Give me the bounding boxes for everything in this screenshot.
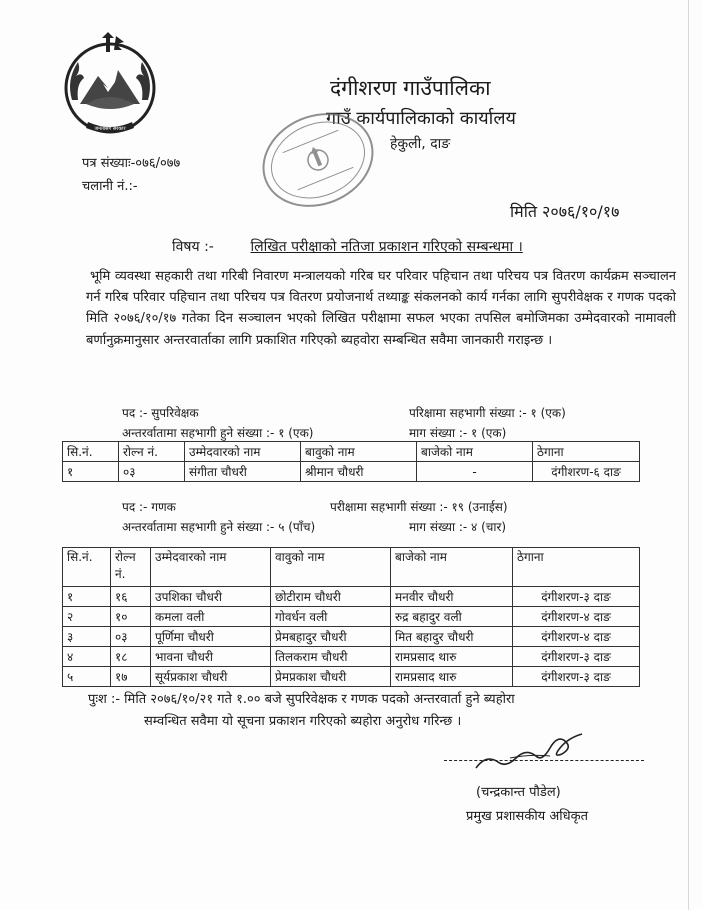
office-name: दंगीशरण गाउँपालिका xyxy=(330,76,491,100)
col-header-father: बावुको नाम xyxy=(301,442,417,462)
letter-number: पत्र संख्याः-०७६/०७७ xyxy=(82,156,181,171)
col-header-father: वावुको नाम xyxy=(271,548,391,587)
col-header-roll: रोल्न नं. xyxy=(111,548,151,587)
cell-address: दंगीशरण-४ दाङ xyxy=(513,607,640,627)
government-emblem xyxy=(58,30,162,138)
cell-serial: ३ xyxy=(63,627,111,647)
cell-address: दंगीशरण-३ दाङ xyxy=(513,647,640,667)
table-row xyxy=(63,587,640,607)
cell-roll: ०३ xyxy=(111,627,151,647)
section2-demand: माग संख्या :- ४ (चार) xyxy=(409,520,507,534)
enumerator-results-table xyxy=(62,547,640,687)
section1-post: पद :- सुपरिवेक्षक xyxy=(122,406,199,420)
footnote xyxy=(88,689,688,733)
emblem-motto: जनतासँग सरकार xyxy=(94,126,126,132)
cell-address: दंगीशरण-६ दाङ xyxy=(533,462,640,482)
office-address: हेकुली, दाङ xyxy=(390,136,451,152)
cell-candidate: भावना चौधरी xyxy=(151,647,271,667)
cell-grandfather: रुद्र बहादुर वली xyxy=(391,607,513,627)
col-header-serial: सि.नं. xyxy=(63,442,119,462)
table-header-row xyxy=(63,548,640,587)
cell-candidate: सूर्यप्रकाश चौधरी xyxy=(151,667,271,687)
cell-address: दंगीशरण-३ दाङ xyxy=(513,667,640,687)
cell-address: दंगीशरण-३ दाङ xyxy=(513,587,640,607)
cell-grandfather: मित बहादुर चौधरी xyxy=(391,627,513,647)
table-row xyxy=(63,462,640,482)
section1-demand: माग संख्या :- १ (एक) xyxy=(409,426,507,440)
cell-serial: ४ xyxy=(63,647,111,667)
office-unit: गाउँ कार्यपालिकाको कार्यालय xyxy=(326,108,516,129)
page-edge xyxy=(688,0,689,910)
cell-candidate: पूर्णिमा चौधरी xyxy=(151,627,271,647)
col-header-candidate: उम्मेदवारको नाम xyxy=(185,442,301,462)
cell-grandfather: रामप्रसाद थारु xyxy=(391,647,513,667)
body-paragraph: भूमि व्यवस्था सहकारी तथा गरिबी निवारण मन्त्रालयको गरिब घर परिवार पहिचान तथा परिचय पत्र वितरण कार्यक्रम सञ्चालन गर्न गरिब परिवार पहिचान तथा परिचय पत्र वितरण प्रयोजनार्थ तथ्याङ्क संकलनको कार्य गर्नका लागि सुपरीवेक्षक र गणक पदको मिति २०७६/१०/१७ गतेका दिन सञ्चालन भएको लिखित परीक्षामा सफल भएका तपसिल बमोजिमका उम्मेदवारको नामावली बर्णानुक्रमानुसार अन्तरवार्ताका लागि प्रकाशित गरिएको ब्यहवोरा सम्बन्धित सवैमा जानकारी गराइन्छ । xyxy=(86,269,676,348)
col-header-roll: रोल्न नं. xyxy=(119,442,185,462)
cell-grandfather: मनवीर चौधरी xyxy=(391,587,513,607)
col-header-address: ठेगाना xyxy=(513,548,640,587)
section1-interview-count: अन्तरर्वातामा सहभागी हुने संख्या :- १ (एक) xyxy=(122,426,314,440)
subject-text: लिखित परीक्षाको नतिजा प्रकाशन गरिएको सम्बन्धमा । xyxy=(250,239,523,255)
cell-roll: १६ xyxy=(111,587,151,607)
cell-roll: १७ xyxy=(111,667,151,687)
cell-serial: ५ xyxy=(63,667,111,687)
subject-line xyxy=(172,237,523,256)
office-stamp xyxy=(258,100,378,220)
cell-father: प्रेमप्रकाश चौधरी xyxy=(271,667,391,687)
cell-grandfather: - xyxy=(417,462,533,482)
subject-label: विषय :- xyxy=(172,239,214,255)
cell-address: दंगीशरण-४ दाङ xyxy=(513,627,640,647)
cell-grandfather: रामप्रसाद थारु xyxy=(391,667,513,687)
col-header-serial: सि.नं. xyxy=(63,548,111,587)
signatory-title: प्रमुख प्रशासकीय अधिकृत xyxy=(466,809,589,824)
cell-candidate: संगीता चौधरी xyxy=(185,462,301,482)
cell-serial: १ xyxy=(63,462,119,482)
col-header-grandfather: बाजेको नाम xyxy=(417,442,533,462)
signature-line xyxy=(444,760,644,761)
table-row xyxy=(63,607,640,627)
signature xyxy=(470,728,600,778)
col-header-candidate: उम्मेदवारको नाम xyxy=(151,548,271,587)
col-header-grandfather: बाजेको नाम xyxy=(391,548,513,587)
cell-serial: २ xyxy=(63,607,111,627)
section1-participants: परिक्षामा सहभागी संख्या :- १ (एक) xyxy=(409,406,566,420)
cell-candidate: कमला वली xyxy=(151,607,271,627)
section2-post: पद :- गणक xyxy=(122,500,176,514)
table-row xyxy=(63,627,640,647)
table-header-row xyxy=(63,442,640,462)
cell-father: प्रेमबहादुर चौधरी xyxy=(271,627,391,647)
cell-father: तिलकराम चौधरी xyxy=(271,647,391,667)
footnote-line2: सम्वन्धित सवैमा यो सूचना प्रकाशन गरिएको ब्यहोरा अनुरोध गरिन्छ । xyxy=(144,714,462,729)
col-header-address: ठेगाना xyxy=(533,442,640,462)
section2-interview-count: अन्तरर्वातामा सहभागी हुने संख्या :- ५ (पाँच) xyxy=(122,520,316,534)
cell-candidate: उपशिका चौधरी xyxy=(151,587,271,607)
cell-father: श्रीमान चौधरी xyxy=(301,462,417,482)
supervisor-results-table xyxy=(62,441,640,482)
letter-date: मिति २०७६/१०/१७ xyxy=(510,202,620,221)
table-row xyxy=(63,647,640,667)
table-row xyxy=(63,667,640,687)
cell-roll: १० xyxy=(111,607,151,627)
cell-roll: ०३ xyxy=(119,462,185,482)
signatory-name: (चन्द्रकान्त पौडेल) xyxy=(476,785,561,800)
section2-participants: परीक्षामा सहभागी संख्या :- १९ (उनाईस) xyxy=(330,500,508,514)
footnote-line1: पुःश :- मिति २०७६/१०/२१ गते १.०० बजे सुपरिवेक्षक र गणक पदको अन्तरवार्ता हुने ब्यहोरा xyxy=(88,692,515,707)
cell-father: गोवर्धन वली xyxy=(271,607,391,627)
dispatch-number: चलानी नं.:- xyxy=(82,179,138,194)
cell-father: छोटीराम चौधरी xyxy=(271,587,391,607)
cell-serial: १ xyxy=(63,587,111,607)
cell-roll: १८ xyxy=(111,647,151,667)
